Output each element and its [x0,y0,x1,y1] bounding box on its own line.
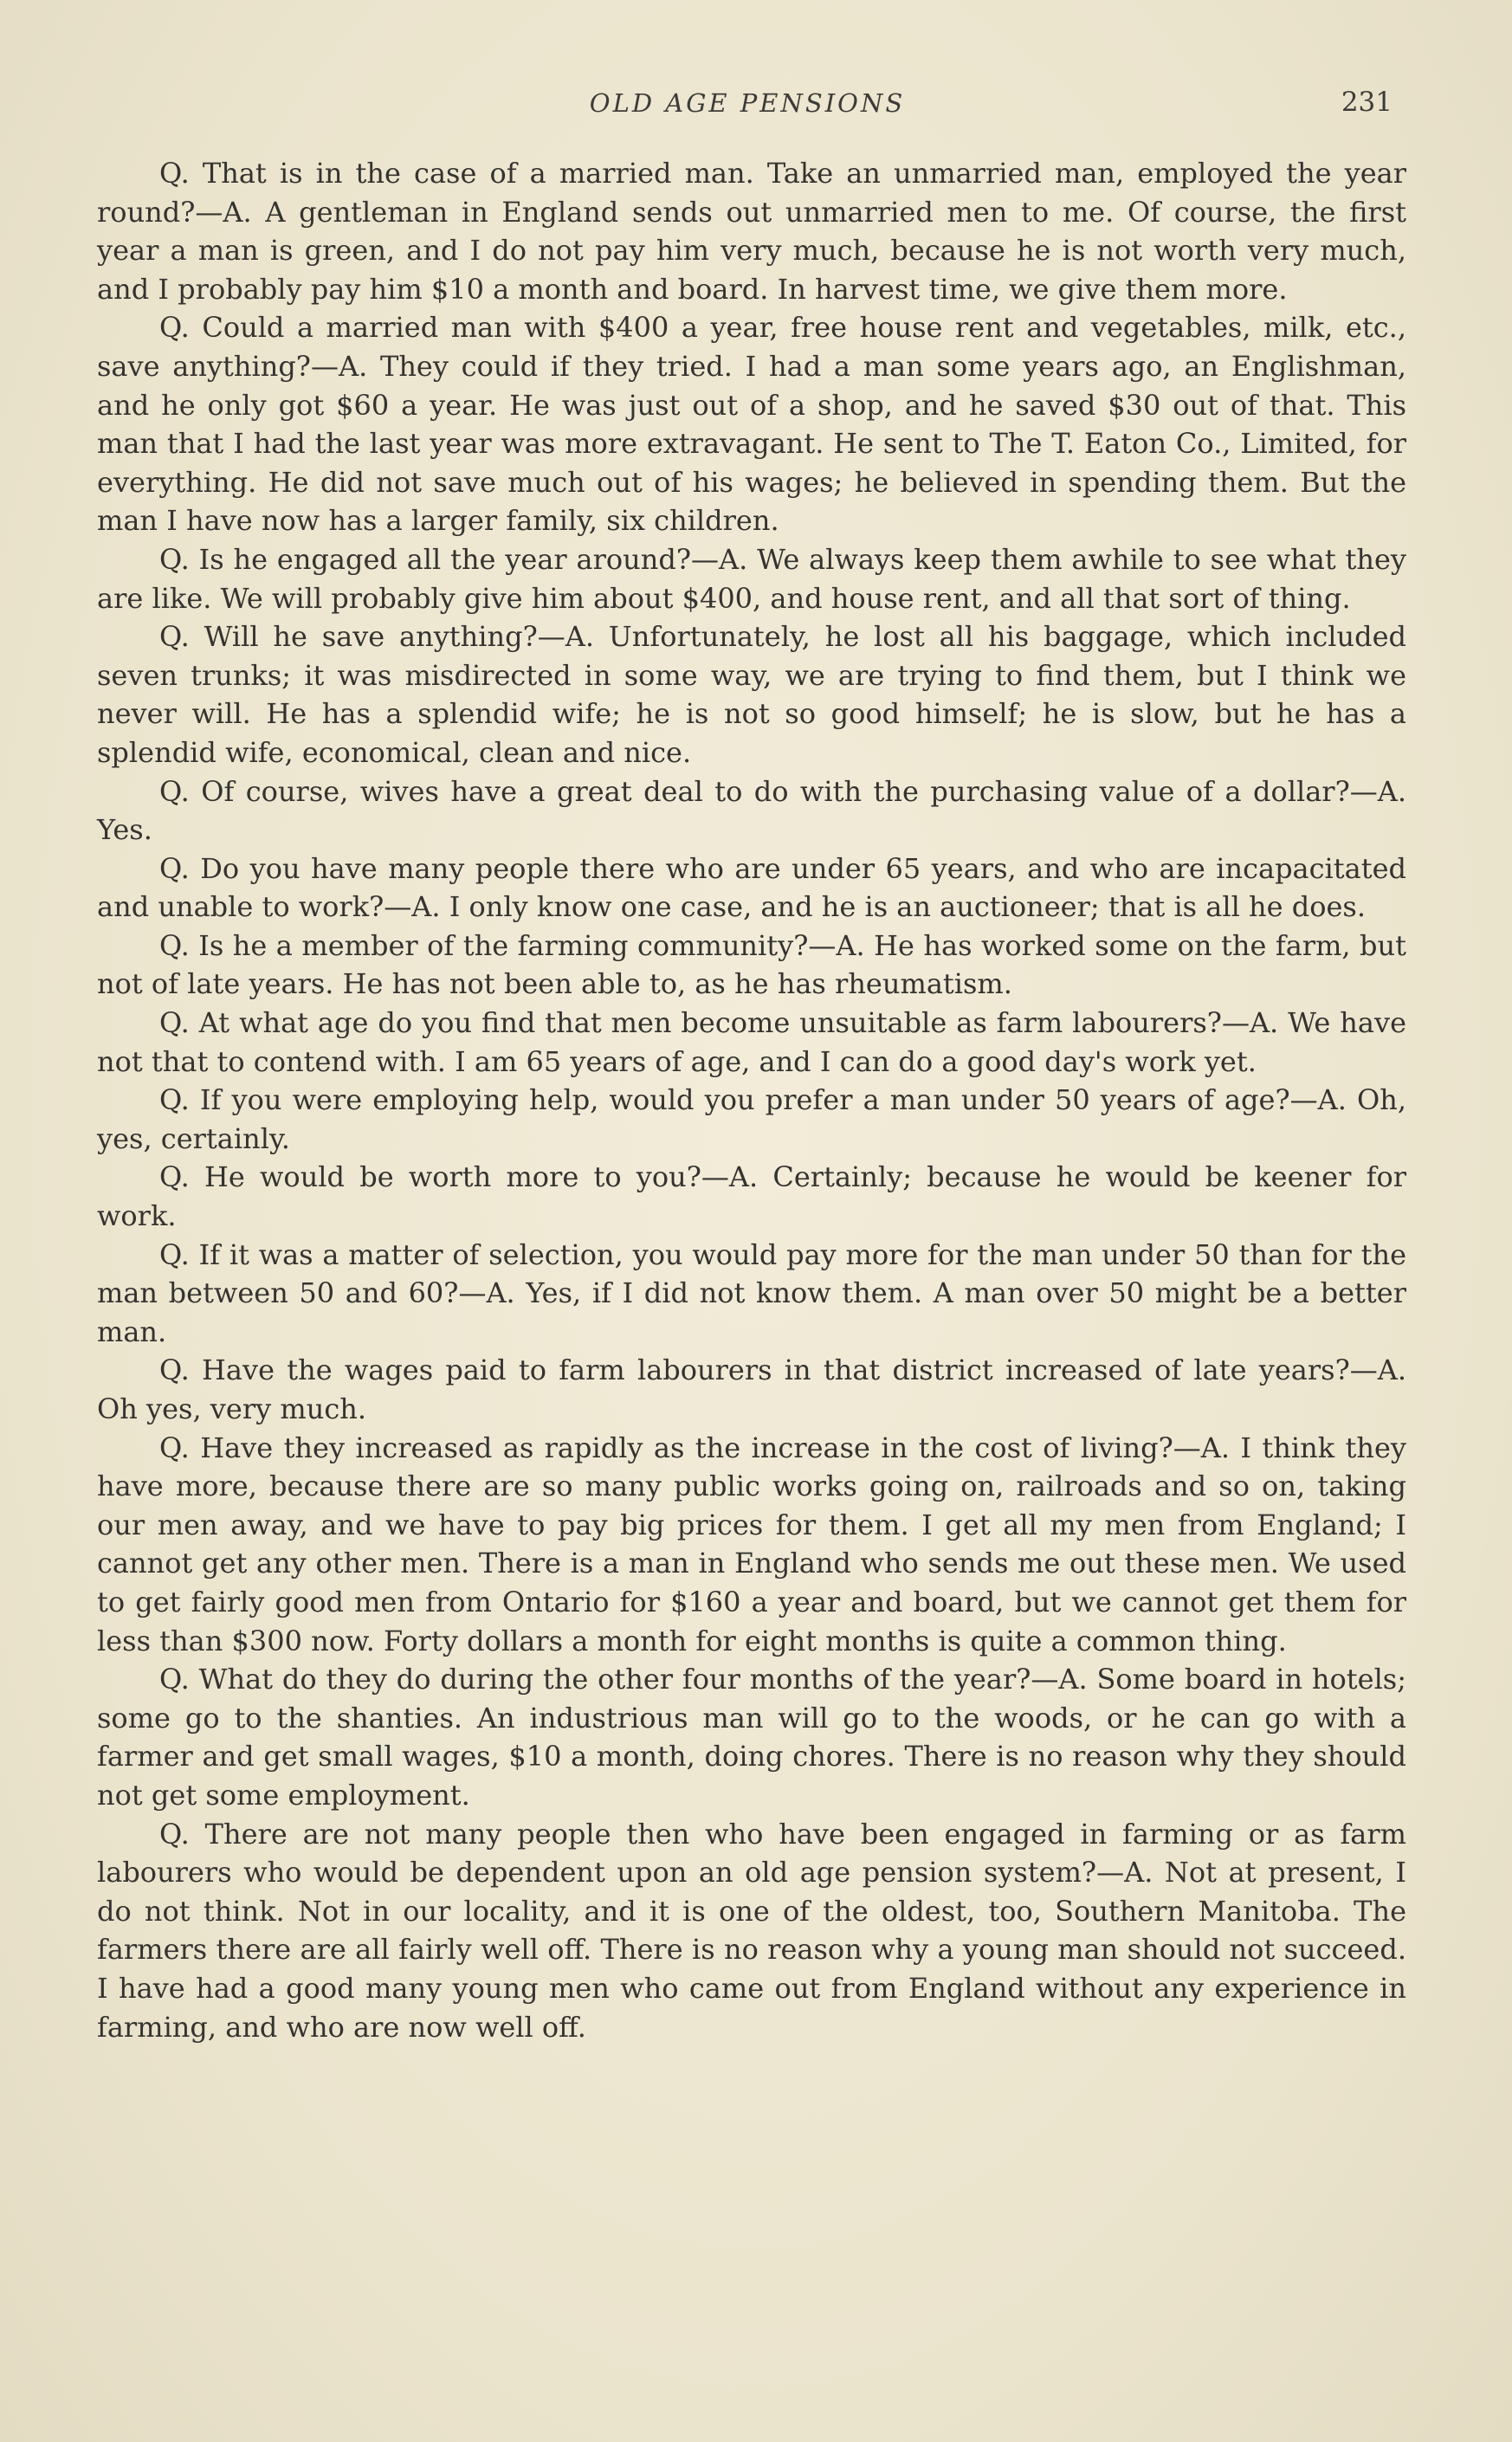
paragraph: Q. Is he a member of the farming community?—A. He has worked some on the farm, but not of late years. He has not been able to, as he has rheumatism. [97,928,1406,1001]
running-title: OLD AGE PENSIONS [589,88,906,118]
paragraph: Q. Of course, wives have a great deal to do with the purchasing value of a dollar?—A. Yes. [97,774,1406,847]
paragraph: Q. He would be worth more to you?—A. Certainly; because he would be keener for work. [97,1160,1406,1233]
paragraph: Q. If you were employing help, would you prefer a man under 50 years of age?—A. Oh, yes, certainly. [97,1083,1406,1155]
paragraph: Q. Will he save anything?—A. Unfortunately, he lost all his baggage, which included seven trunks; it was misdirected in some way, we are trying to find them, but I think we never will. He has a splendid wife; he is not so good himself; he is slow, but he has a splendid wife, economical, clean and nice. [97,620,1406,769]
paragraph: Q. Is he engaged all the year around?—A. We always keep them awhile to see what they are like. We will probably give him about $400, and house rent, and all that sort of thing. [97,542,1406,615]
paragraph: Q. That is in the case of a married man. Take an unmarried man, employed the year round?—A. A gentleman in England sends out unmarried men to me. Of course, the first year a man is green, and I do not pay him very much, because he is not worth very much, and I probably pay him $10 a month and board. In harvest time, we give them more. [97,157,1406,306]
transcript-body [97,154,1406,2046]
paragraph: Q. If it was a matter of selection, you would pay more for the man under 50 than for the man between 50 and 60?—A. Yes, if I did not know them. A man over 50 might be a better man. [97,1237,1406,1348]
paragraph: Q. Could a married man with $400 a year, free house rent and vegetables, milk, etc., save anything?—A. They could if they tried. I had a man some years ago, an Englishman, and he only got $60 a year. He was just out of a shop, and he saved $30 out of that. This man that I had the last year was more extravagant. He sent to The T. Eaton Co., Limited, for everything. He did not save much out of his wages; he believed in spending them. But the man I have now has a larger family, six children. [97,311,1406,538]
page-header [102,88,1392,132]
paragraph: Q. Have the wages paid to farm labourers in that district increased of late years?—A. Oh yes, very much. [97,1353,1406,1425]
paragraph: Q. At what age do you find that men become unsuitable as farm labourers?—A. We have not that to contend with. I am 65 years of age, and I can do a good day's work yet. [97,1006,1406,1078]
paragraph: Q. Have they increased as rapidly as the increase in the cost of living?—A. I think they have more, because there are so many public works going on, railroads and so on, taking our men away, and we have to pay big prices for them. I get all my men from England; I cannot get any other men. There is a man in England who sends me out these men. We used to get fairly good men from Ontario for $160 a year and board, but we cannot get them for less than $300 now. Forty dollars a month for eight months is quite a common thing. [97,1431,1406,1657]
paragraph: Q. What do they do during the other four months of the year?—A. Some board in hotels; some go to the shanties. An industrious man will go to the woods, or he can go with a farmer and get small wages, $10 a month, doing chores. There is no reason why they should not get some employment. [97,1663,1406,1812]
page-number: 231 [1341,87,1392,118]
paragraph: Q. Do you have many people there who are under 65 years, and who are incapacitated and unable to work?—A. I only know one case, and he is an auctioneer; that is all he does. [97,851,1406,924]
paragraph: Q. There are not many people then who have been engaged in farming or as farm labourers who would be dependent upon an old age pension system?—A. Not at present, I do not think. Not in our locality, and it is one of the oldest, too, Southern Manitoba. The farmers there are all fairly well off. There is no reason why a young man should not succeed. I have had a good many young men who came out from England without any experience in farming, and who are now well off. [97,1817,1406,2044]
